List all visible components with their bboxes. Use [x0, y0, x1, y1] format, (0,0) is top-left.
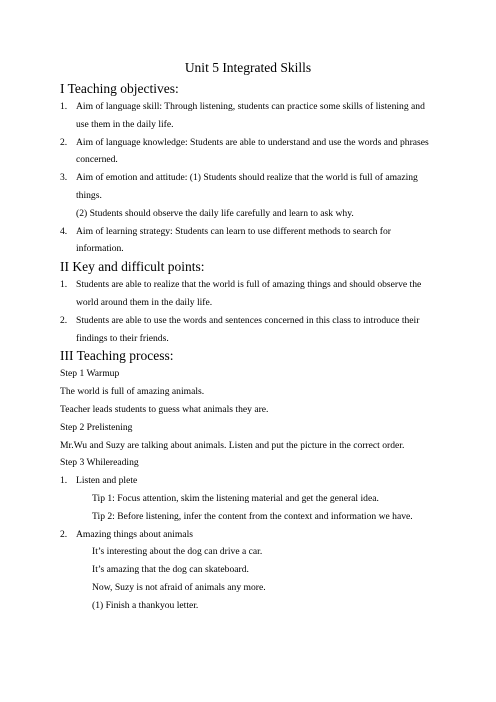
list-item [60, 472, 446, 525]
paragraph: Teacher leads students to guess what animals they are. [60, 403, 269, 415]
list-number: 2. [60, 528, 68, 540]
list-text: Amazing things about animals [76, 528, 193, 540]
list-item [60, 98, 446, 134]
tip-text: Tip 2: Before listening, infer the content from the context and information we have. [92, 510, 413, 522]
list-item [60, 134, 446, 170]
section-heading-objectives: I Teaching objectives: [60, 81, 179, 96]
list-number: 2. [60, 136, 68, 148]
list-text: information. [76, 243, 124, 255]
list-text: Students are able to use the words and sentences concerned in this class to introduce their [76, 314, 420, 326]
list-text: Aim of language skill: Through listening, students can practice some skills of listening and [76, 101, 425, 112]
tip-text: Tip 1: Focus attention, skim the listening material and get the general idea. [92, 492, 379, 504]
list-number: 2. [60, 314, 68, 326]
list-text: Aim of learning strategy: Students can learn to use different methods to search for [76, 225, 391, 237]
document-body [60, 80, 446, 615]
list-item [60, 169, 446, 222]
list-item [60, 526, 446, 615]
list-text: concerned. [76, 154, 118, 166]
list-item [60, 276, 446, 312]
list-item [60, 312, 446, 348]
document-title: Unit 5 Integrated Skills [184, 60, 312, 75]
sub-text: It’s interesting about the dog can drive a car. [92, 546, 263, 558]
list-text: Students are able to realize that the world is full of amazing things and should observe the [76, 279, 422, 291]
list-item [60, 223, 446, 259]
list-number: 3. [60, 172, 68, 184]
list-number: 4. [60, 225, 68, 237]
sub-text: Now, Suzy is not afraid of animals any more. [92, 581, 266, 593]
list-text: things. [76, 189, 102, 201]
step-heading: Step 2 Prelistening [60, 421, 133, 433]
list-text: Aim of language knowledge: Students are able to understand and use the words and phrases [76, 136, 429, 148]
list-text: Listen and plete [76, 475, 138, 487]
list-number: 1. [60, 279, 68, 291]
section-heading-process: III Teaching process: [60, 348, 174, 364]
list-text: findings to their friends. [76, 332, 169, 344]
step-heading: Step 1 Warmup [60, 368, 120, 380]
list-text: world around them in the daily life. [76, 296, 213, 308]
list-text: Aim of emotion and attitude: (1) Students should realize that the world is full of amazing [76, 172, 418, 184]
step-heading: Step 3 Whilereading [60, 457, 139, 469]
list-text: use them in the daily life. [76, 118, 174, 130]
paragraph: The world is full of amazing animals. [60, 386, 205, 398]
sub-text: It’s amazing that the dog can skateboard. [92, 564, 249, 576]
section-heading-key-points: II Key and difficult points: [60, 259, 205, 275]
list-text: (2) Students should observe the daily life carefully and learn to ask why. [76, 207, 354, 219]
paragraph: Mr.Wu and Suzy are talking about animals. Listen and put the picture in the correct order. [60, 439, 405, 451]
list-number: 1. [60, 101, 68, 112]
list-number: 1. [60, 475, 68, 487]
sub-text: (1) Finish a thankyou letter. [92, 599, 199, 611]
